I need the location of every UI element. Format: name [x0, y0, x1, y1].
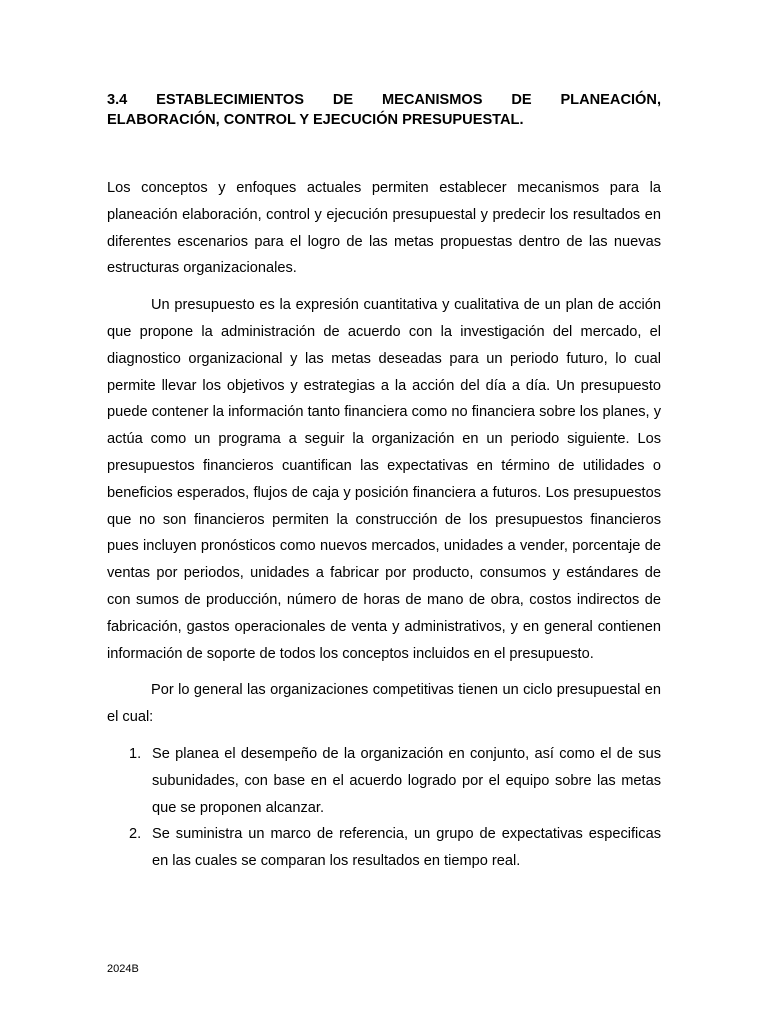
- document-body: [107, 90, 661, 875]
- paragraph-budget-cycle: Por lo general las organizaciones competitivas tienen un ciclo presupuestal en el cual:: [107, 682, 661, 726]
- list-item-number: 1.: [129, 745, 142, 762]
- list-item: [107, 821, 661, 875]
- budget-cycle-list: [107, 741, 661, 875]
- section-heading-line-2: ELABORACIÓN, CONTROL Y EJECUCIÓN PRESUPUESTAL.: [107, 112, 524, 128]
- list-item-number: 2.: [129, 826, 142, 843]
- section-heading-line-1: 3.4 ESTABLECIMIENTOS DE MECANISMOS DE PLANEACIÓN,: [107, 92, 661, 108]
- list-item-text: Se planea el desempeño de la organización en conjunto, así como el de sus subunidades, con base en el acuerdo logrado por el equipo sobre las metas que se proponen alcanzar.: [152, 745, 661, 816]
- list-item-text: Se suministra un marco de referencia, un grupo de expectativas especificas en las cuales se comparan los resultados en tiempo real.: [152, 826, 661, 870]
- paragraph-intro: Los conceptos y enfoques actuales permiten establecer mecanismos para la planeación elaboración, control y ejecución presupuestal y predecir los resultados en diferentes escenarios para el logro de las metas propuestas dentro de las nuevas estructuras organizacionales.: [107, 180, 661, 277]
- list-item: [107, 741, 661, 821]
- section-heading: [107, 90, 661, 130]
- page-footer: 2024B: [107, 963, 139, 975]
- paragraph-budget-definition: Un presupuesto es la expresión cuantitativa y cualitativa de un plan de acción que propone la administración de acuerdo con la investigación del mercado, el diagnostico organizacional y las metas deseadas para un periodo futuro, lo cual permite llevar los objetivos y estrategias a la acción del día a día. Un presupuesto puede contener la información tanto financiera como no financiera sobre los planes, y actúa como un programa a seguir la organización en un periodo siguiente. Los presupuestos financieros cuantifican las expectativas en término de utilidades o beneficios esperados, flujos de caja y posición financiera a futuros. Los presupuestos que no son financieros permiten la construcción de los presupuestos financieros pues incluyen pronósticos como nuevos mercados, unidades a vender, porcentaje de ventas por periodos, unidades a fabricar por producto, consumos y estándares de con sumos de producción, número de horas de mano de obra, costos indirectos de fabricación, gastos operacionales de venta y administrativos, y en general contienen información de soporte de todos los conceptos incluidos en el presupuesto.: [107, 297, 661, 662]
